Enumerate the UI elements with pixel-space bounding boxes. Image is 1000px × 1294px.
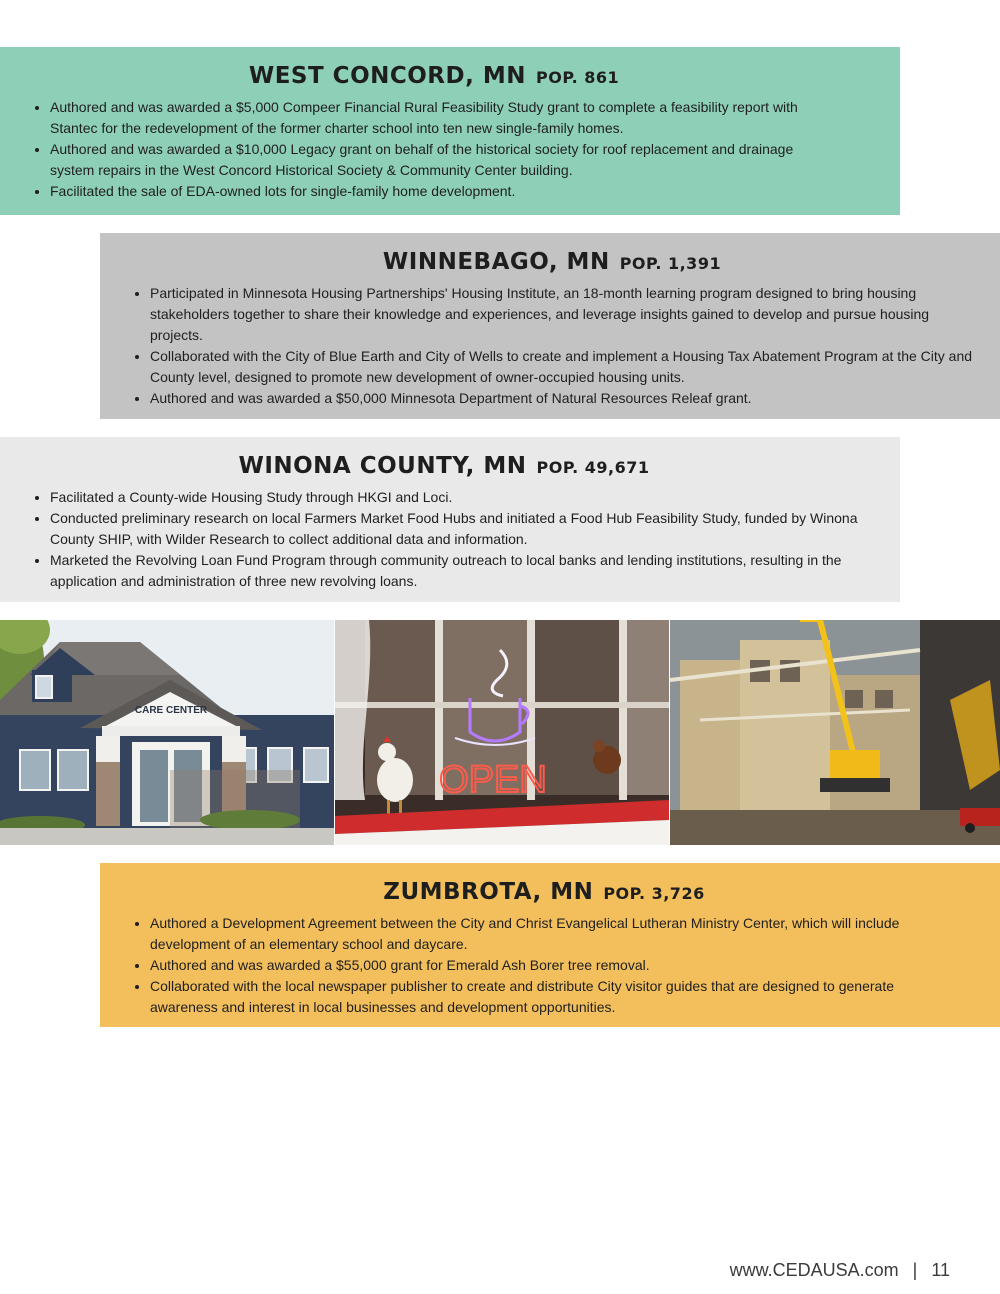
page-footer	[730, 1260, 950, 1281]
list-item: • Collaborated with the City of Blue Earth and City of Wells to create and implement a Housing Tax Abatement Program at the City and County level, designed to promote new development of owner-occupied housing units.	[150, 346, 976, 388]
accomplishment-list	[28, 97, 840, 202]
population: POP. 3,726	[603, 884, 705, 903]
care-center-sign: CARE CENTER	[134, 705, 208, 716]
accomplishment-list	[128, 913, 960, 1018]
accomplishment-list	[128, 283, 976, 409]
photo-strip	[0, 620, 1000, 845]
open-sign-photo	[335, 620, 669, 845]
website-link[interactable]: www.CEDAUSA.com	[729, 1260, 899, 1280]
section-zumbrota	[100, 863, 1000, 1027]
list-item: • Participated in Minnesota Housing Partnerships' Housing Institute, an 18-month learning program designed to bring housing stakeholders together to share their knowledge and experiences, and leverage insights gained to develop and pursue housing projects.	[150, 283, 976, 346]
list-item: • Facilitated the sale of EDA-owned lots for single-family home development.	[50, 181, 840, 202]
section-west-concord	[0, 47, 900, 215]
page-number: 11	[931, 1260, 950, 1280]
accomplishment-list	[28, 487, 860, 592]
list-item: • Marketed the Revolving Loan Fund Program through community outreach to local banks and lending institutions, resulting in the application and administration of three new revolving loans.	[50, 550, 860, 592]
care-center-illustration	[0, 620, 334, 845]
section-winona-county	[0, 437, 900, 602]
city-name: ZUMBROTA, MN	[383, 879, 594, 905]
city-name: WINONA COUNTY, MN	[238, 453, 527, 479]
list-item: • Authored and was awarded a $5,000 Compeer Financial Rural Feasibility Study grant to complete a feasibility report with Stantec for the redevelopment of the former charter school into ten new single-family homes.	[50, 97, 840, 139]
section-title	[128, 877, 960, 905]
section-title	[28, 451, 860, 479]
section-winnebago	[100, 233, 1000, 419]
list-item: • Authored and was awarded a $10,000 Legacy grant on behalf of the historical society for roof replacement and drainage system repairs in the West Concord Historical Society & Community Center building.	[50, 139, 840, 181]
population: POP. 861	[535, 68, 620, 87]
section-title	[28, 61, 840, 89]
open-sign-text: OPEN	[439, 759, 547, 801]
industrial-plant-illustration	[670, 620, 1000, 845]
population: POP. 49,671	[536, 458, 650, 477]
list-item: • Facilitated a County-wide Housing Study through HKGI and Loci.	[50, 487, 860, 508]
city-name: WINNEBAGO, MN	[382, 249, 610, 275]
care-center-photo	[0, 620, 334, 845]
list-item: • Authored and was awarded a $55,000 grant for Emerald Ash Borer tree removal.	[150, 955, 960, 976]
list-item: • Collaborated with the local newspaper publisher to create and distribute City visitor guides that are designed to generate awareness and interest in local businesses and development opportunities.	[150, 976, 960, 1018]
open-sign-illustration	[335, 620, 669, 845]
list-item: • Authored and was awarded a $50,000 Minnesota Department of Natural Resources Releaf grant.	[150, 388, 976, 409]
population: POP. 1,391	[619, 254, 722, 273]
footer-separator: |	[912, 1260, 918, 1280]
industrial-plant-photo	[670, 620, 1000, 845]
section-title	[128, 247, 976, 275]
city-name: WEST CONCORD, MN	[248, 63, 526, 89]
list-item: • Authored a Development Agreement between the City and Christ Evangelical Lutheran Ministry Center, which will include development of an elementary school and daycare.	[150, 913, 960, 955]
list-item: • Conducted preliminary research on local Farmers Market Food Hubs and initiated a Food Hub Feasibility Study, funded by Winona County SHIP, with Wilder Research to collect additional data and information.	[50, 508, 860, 550]
